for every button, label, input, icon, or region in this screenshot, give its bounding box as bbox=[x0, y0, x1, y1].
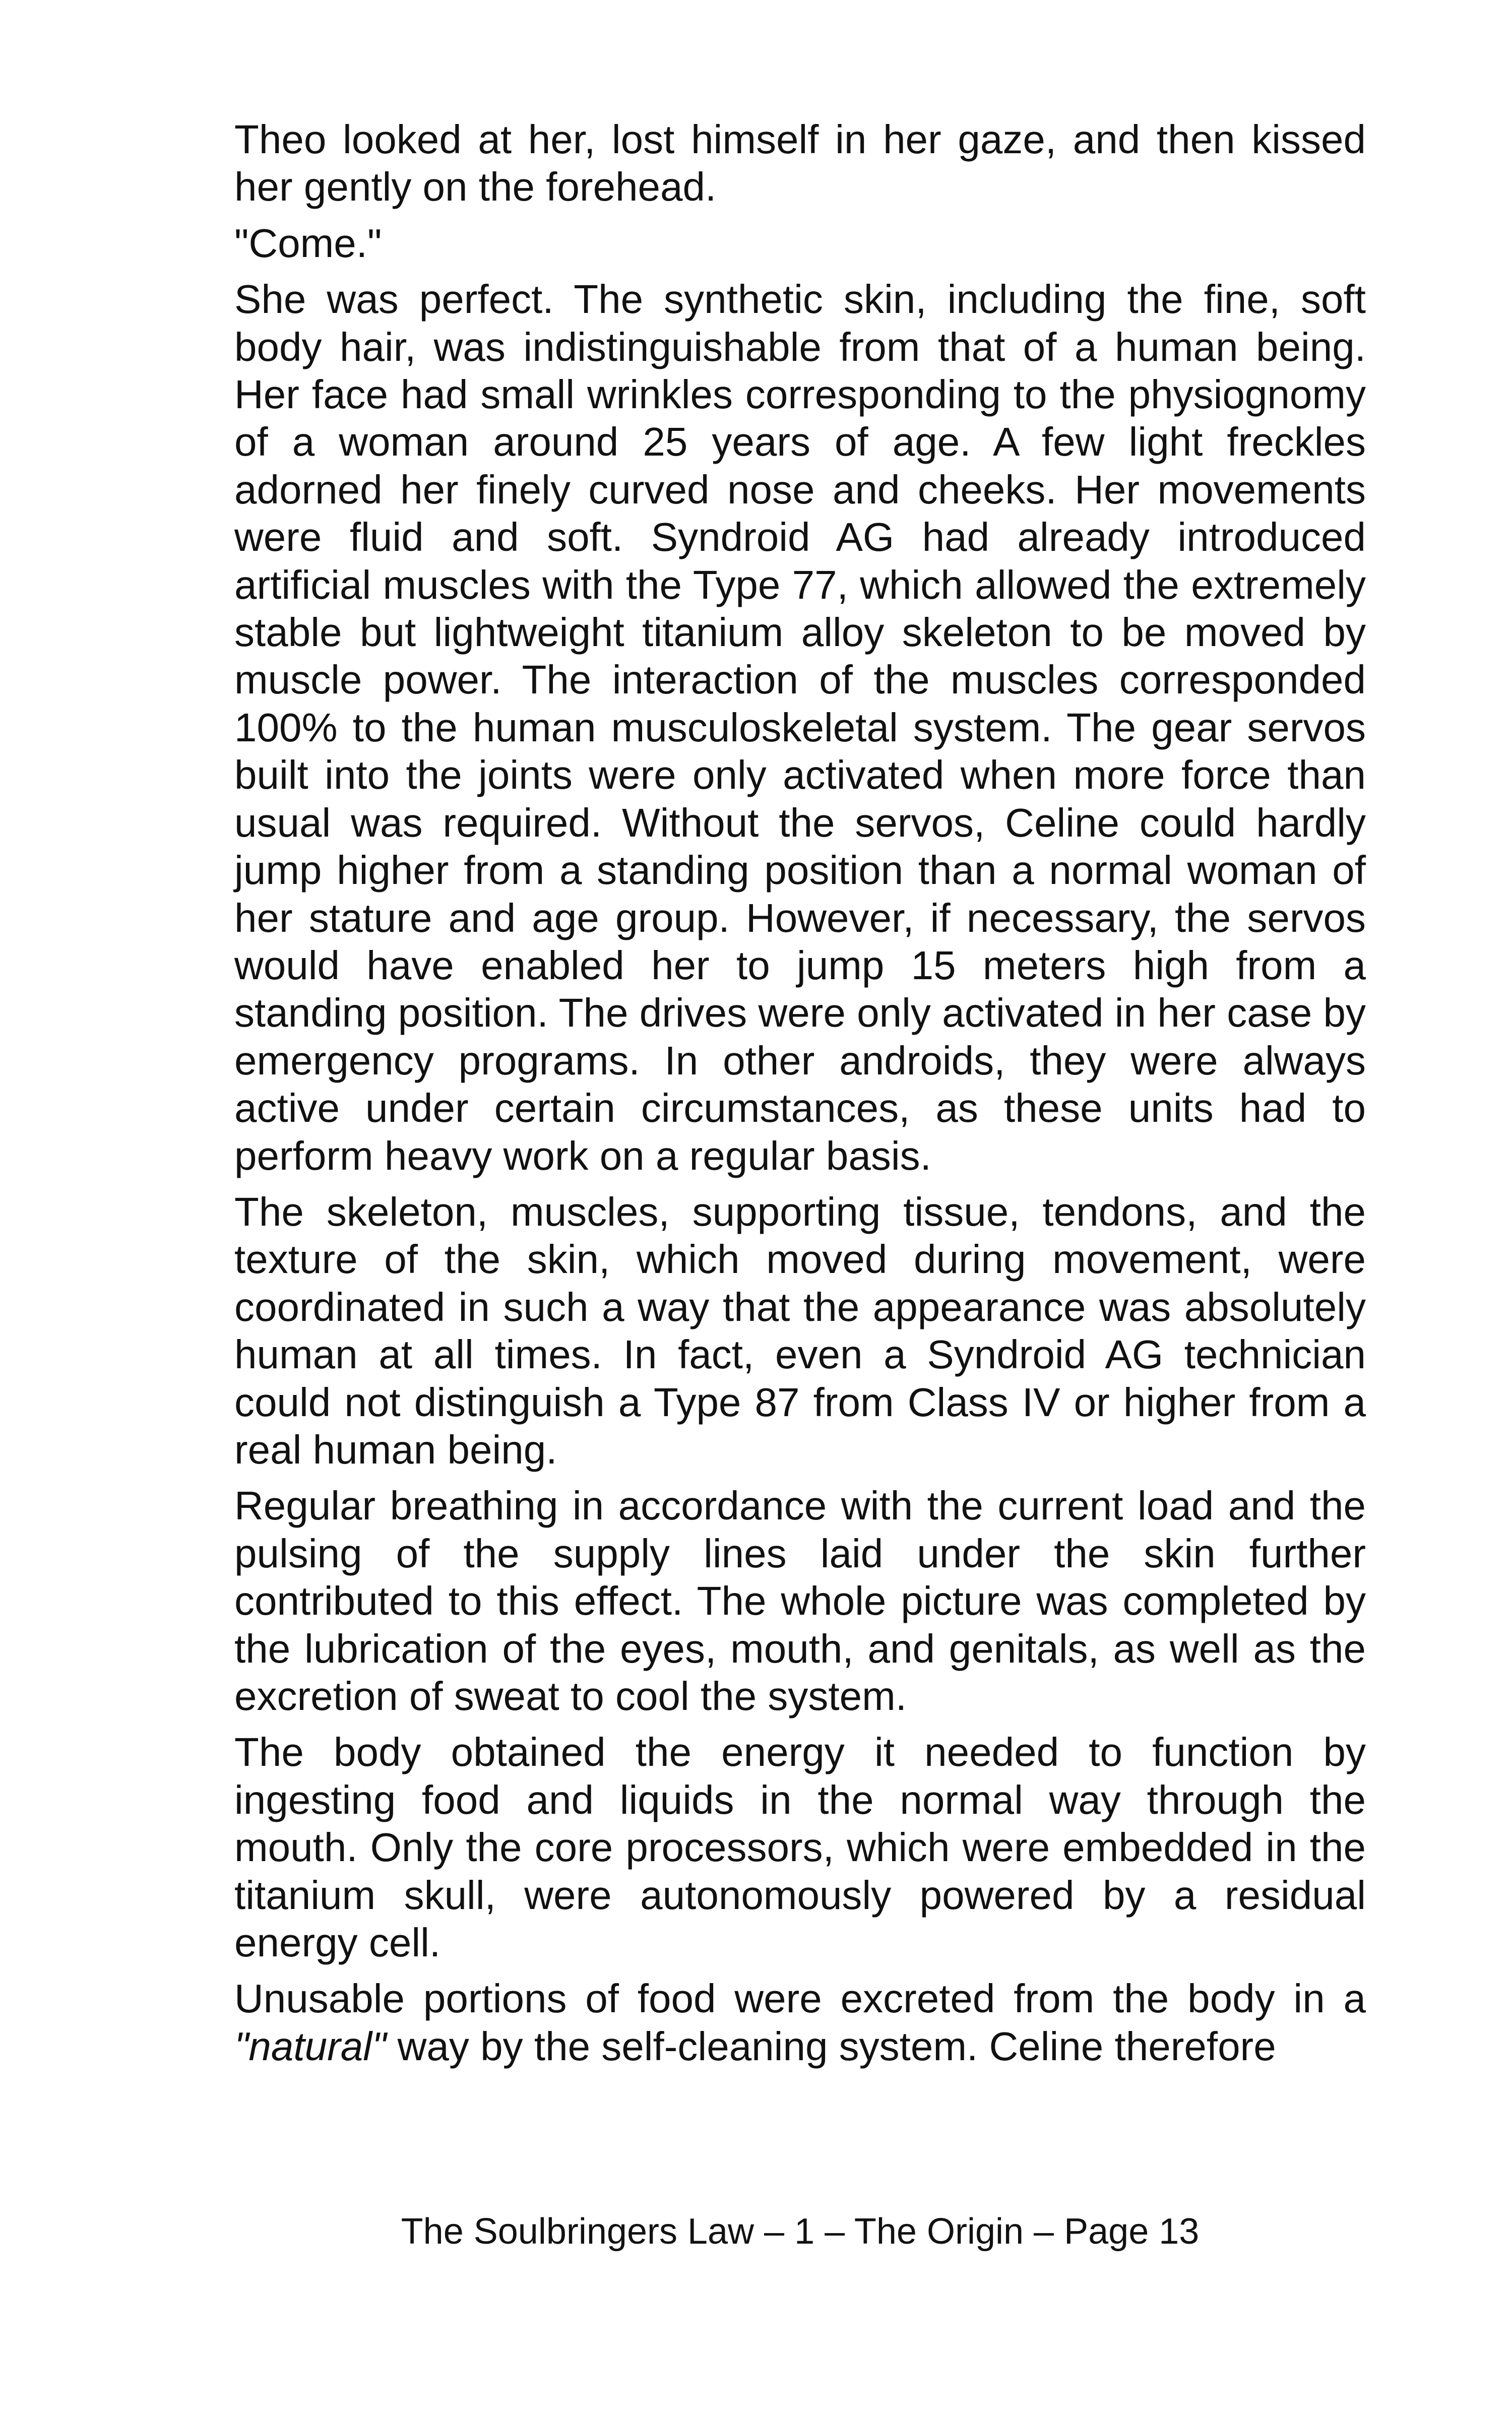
paragraph-3: She was perfect. The synthetic skin, including the fine, soft body hair, was indistinguishable from that of a human being. Her face had small wrinkles corresponding to the physiognomy of a woman around 25 years of age. A few light freckles adorned her finely curved nose and cheeks. Her movements were fluid and soft. Syndroid AG had already introduced artificial muscles with the Type 77, which allowed the extremely stable but lightweight titanium alloy skeleton to be moved by muscle power. The interaction of the muscles corresponded 100% to the human musculoskeletal system. The gear servos built into the joints were only activated when more force than usual was required. Without the servos, Celine could hardly jump higher from a standing position than a normal woman of her stature and age group. However, if necessary, the servos would have enabled her to jump 15 meters high from a standing position. The drives were only activated in her case by emergency programs. In other androids, they were always active under certain circumstances, as these units had to perform heavy work on a regular basis. bbox=[234, 277, 1366, 1178]
paragraph-2: "Come." bbox=[234, 220, 382, 266]
paragraph-7 bbox=[234, 1975, 1366, 2070]
paragraph-1: Theo looked at her, lost himself in her gaze, and then kissed her gently on the forehead. bbox=[234, 117, 1366, 210]
paragraph-6: The body obtained the energy it needed to function by ingesting food and liquids in the normal way through the mouth. Only the core processors, which were embedded in the titanium skull, were autonomously powered by a residual energy cell. bbox=[234, 1730, 1366, 1965]
paragraph-7-italic: "natural" bbox=[234, 2023, 387, 2069]
paragraph-7-start: Unusable portions of food were excreted from the body in a bbox=[234, 1976, 1366, 2021]
paragraph-4: The skeleton, muscles, supporting tissue, tendons, and the texture of the skin, which moved during movement, were coordinated in such a way that the appearance was absolutely human at all times. In fact, even a Syndroid AG technician could not distinguish a Type 87 from Class IV or higher from a real human being. bbox=[234, 1189, 1366, 1472]
page-footer: The Soulbringers Law – 1 – The Origin – Page 13 bbox=[401, 2211, 1200, 2252]
body-text bbox=[234, 116, 1366, 2079]
paragraph-7-end: way by the self-cleaning system. Celine therefore bbox=[397, 2023, 1276, 2069]
paragraph-5: Regular breathing in accordance with the current load and the pulsing of the supply lines laid under the skin further contributed to this effect. The whole picture was completed by the lubrication of the eyes, mouth, and genitals, as well as the excretion of sweat to cool the system. bbox=[234, 1483, 1366, 1719]
